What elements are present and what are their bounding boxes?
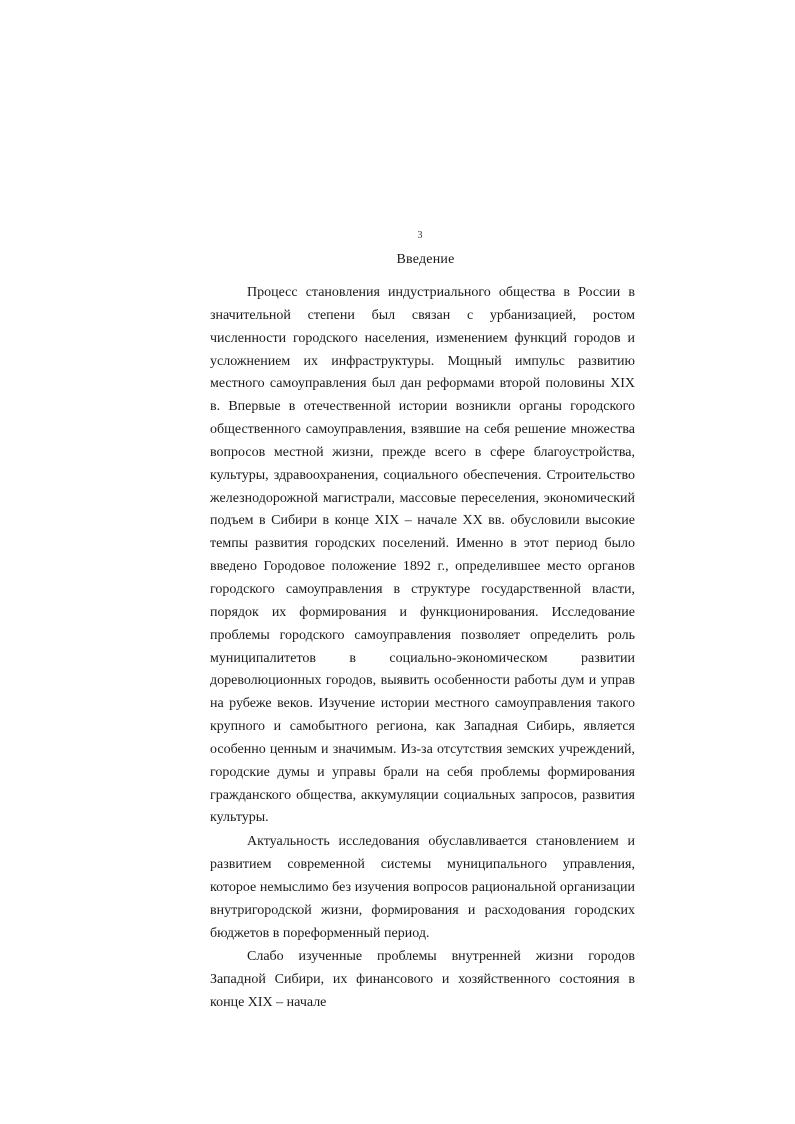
paragraph-3: Слабо изученные проблемы внутренней жизни городов Западной Сибири, их финансового и хозяйственного состояния в конце XIX – начале	[210, 949, 635, 1011]
paragraph-1: Процесс становления индустриального общества в России в значительной степени был связан с урбанизацией, ростом численности городского населения, изменением функций городов и усложнением их инфраструктуры. Мощный импульс развитию местного самоуправления был дан реформами второй половины XIX в. Впервые в отечественной истории возникли органы городского общественного самоуправления, взявшие на себя решение множества вопросов местной жизни, прежде всего в сфере благоустройства, культуры, здравоохранения, социального обеспечения. Строительство железнодорожной магистрали, массовые переселения, экономический подъем в Сибири в конце XIX – начале XX вв. обусловили высокие темпы развития городских поселений. Именно в этот период было введено Городовое положение 1892 г., определившее место органов городского самоуправления в структуре государственной власти, порядок их формирования и функционирования. Исследование проблемы городского самоуправления позволяет определить роль муниципалитетов в социально-экономическом развитии дореволюционных городов, выявить особенности работы дум и управ на рубеже веков. Изучение истории местного самоуправления такого крупного и самобытного региона, как Западная Сибирь, является особенно ценным и значимым. Из-за отсутствия земских учреждений, городские думы и управы брали на себя проблемы формирования гражданского общества, аккумуляции социальных запросов, развития культуры.	[210, 285, 635, 826]
paragraph-2: Актуальность исследования обуславливается становлением и развитием современной системы муниципального управления, которое немыслимо без изучения вопросов рациональной организации внутригородской жизни, формирования и расходования городских бюджетов в пореформенный период.	[210, 834, 635, 941]
page-number: 3	[417, 230, 423, 241]
body-text	[210, 282, 635, 1016]
section-title: Введение	[396, 252, 455, 267]
